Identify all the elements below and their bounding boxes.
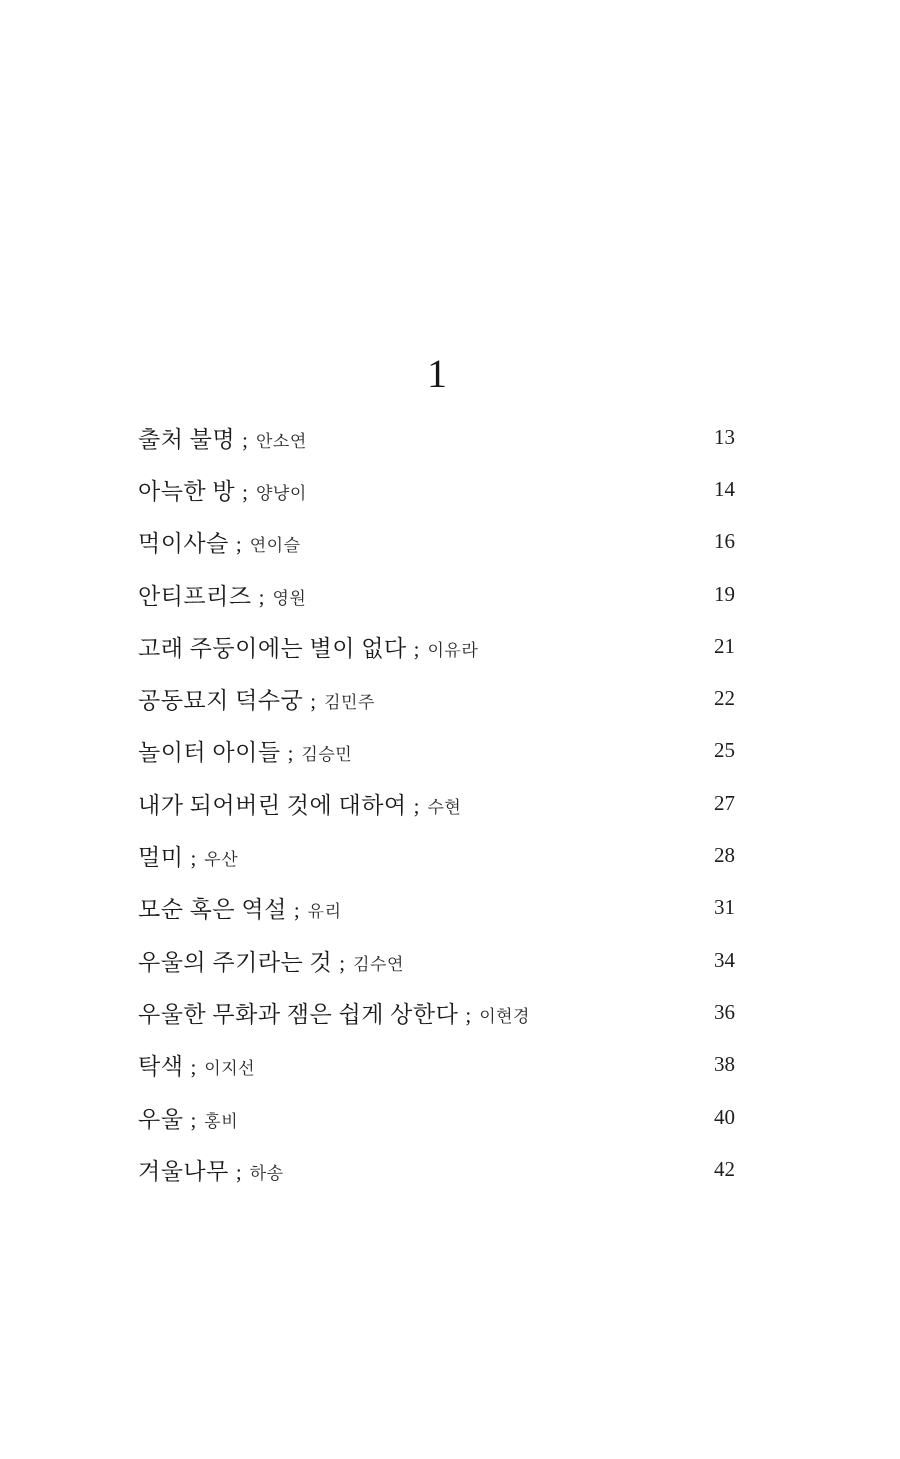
- toc-entry: [138, 829, 735, 881]
- entry-page-number: 40: [714, 1104, 735, 1129]
- entry-page-number: 21: [714, 633, 735, 658]
- entry-author: 이현경: [479, 1006, 530, 1026]
- toc-entry: [138, 411, 735, 463]
- toc-entry: [138, 516, 735, 568]
- entry-separator: ;: [242, 479, 248, 504]
- entry-separator: ;: [287, 741, 294, 766]
- entry-title: 먹이사슬: [138, 531, 229, 557]
- entry-page-number: 14: [714, 476, 735, 501]
- entry-page-number: 34: [714, 947, 735, 972]
- entry-title: 아늑한 방: [138, 478, 236, 504]
- entry-separator: ;: [235, 532, 242, 557]
- entry-title: 멀미: [138, 845, 184, 871]
- toc-entry-text: [138, 944, 404, 977]
- toc-entry-text: [138, 787, 461, 820]
- entry-separator: ;: [339, 950, 346, 975]
- entry-separator: ;: [242, 427, 248, 452]
- entry-separator: ;: [310, 689, 317, 714]
- toc-entry-text: [138, 839, 238, 872]
- entry-separator: ;: [413, 636, 420, 661]
- toc-entry-text: [138, 996, 530, 1029]
- entry-separator: ;: [258, 584, 265, 609]
- entry-author: 김수연: [353, 954, 404, 974]
- entry-author: 김민주: [324, 693, 375, 713]
- toc-entry: [138, 882, 735, 934]
- toc-entry: [138, 568, 735, 620]
- entry-title: 겨울나무: [138, 1158, 229, 1184]
- entry-page-number: 13: [714, 424, 735, 449]
- entry-page-number: 27: [714, 790, 735, 815]
- entry-page-number: 19: [714, 581, 735, 606]
- entry-separator: ;: [293, 898, 300, 923]
- entry-separator: ;: [190, 1055, 197, 1080]
- entry-page-number: 36: [714, 999, 735, 1024]
- entry-title: 놀이터 아이들: [138, 740, 281, 766]
- entry-author: 영원: [272, 588, 307, 608]
- toc-entry: [138, 1091, 735, 1143]
- toc-entry: [138, 934, 735, 986]
- toc-entry-text: [138, 525, 301, 558]
- toc-entry: [138, 672, 735, 724]
- entry-page-number: 25: [714, 738, 735, 763]
- entry-title: 탁색: [138, 1054, 184, 1080]
- entry-title: 안티프리즈: [138, 583, 252, 609]
- entry-page-number: 28: [714, 843, 735, 868]
- entry-title: 공동묘지 덕수궁: [138, 688, 304, 714]
- entry-page-number: 42: [714, 1156, 735, 1181]
- entry-title: 모순 혹은 역설: [138, 897, 287, 923]
- toc-entry: [138, 1039, 735, 1091]
- entry-title: 고래 주둥이에는 별이 없다: [138, 635, 407, 661]
- entry-author: 홍비: [204, 1111, 239, 1131]
- toc-entry: [138, 725, 735, 777]
- toc-entry-text: [138, 578, 306, 611]
- entry-author: 안소연: [255, 431, 307, 451]
- entry-page-number: 38: [714, 1052, 735, 1077]
- entry-author: 이지선: [204, 1059, 256, 1079]
- toc-entry: [138, 463, 735, 515]
- entry-author: 이유라: [427, 640, 479, 660]
- entry-page-number: 22: [714, 686, 735, 711]
- toc-entry-text: [138, 421, 307, 454]
- entry-page-number: 31: [714, 895, 735, 920]
- toc-entry-text: [138, 630, 478, 663]
- entry-separator: ;: [465, 1002, 472, 1027]
- toc-entry: [138, 986, 735, 1038]
- toc-entry-text: [138, 891, 342, 924]
- entry-title: 출처 불명: [138, 426, 236, 452]
- toc-entry: [138, 620, 735, 672]
- entry-page-number: 16: [714, 529, 735, 554]
- toc-list: [138, 411, 735, 1195]
- toc-entry-text: [138, 1153, 284, 1186]
- entry-author: 수현: [427, 797, 462, 817]
- toc-entry: [138, 777, 735, 829]
- entry-separator: ;: [235, 1159, 242, 1184]
- entry-title: 우울: [138, 1106, 184, 1132]
- entry-title: 우울의 주기라는 것: [138, 949, 333, 975]
- section-number-heading: 1: [427, 351, 447, 396]
- toc-entry-text: [138, 1048, 255, 1081]
- toc-entry-text: [138, 1101, 238, 1134]
- toc-entry-text: [138, 682, 375, 715]
- entry-title: 내가 되어버린 것에 대하여: [138, 792, 407, 818]
- toc-entry-text: [138, 734, 352, 767]
- entry-author: 양냥이: [255, 483, 307, 503]
- entry-title: 우울한 무화과 잼은 쉽게 상한다: [138, 1001, 459, 1027]
- entry-author: 연이슬: [249, 536, 301, 556]
- entry-author: 하송: [249, 1163, 284, 1183]
- entry-author: 우산: [204, 850, 239, 870]
- entry-separator: ;: [190, 1107, 197, 1132]
- toc-entry-text: [138, 473, 307, 506]
- toc-entry: [138, 1143, 735, 1195]
- entry-author: 유리: [307, 902, 342, 922]
- entry-separator: ;: [413, 793, 420, 818]
- entry-separator: ;: [190, 846, 197, 871]
- entry-author: 김승민: [301, 745, 353, 765]
